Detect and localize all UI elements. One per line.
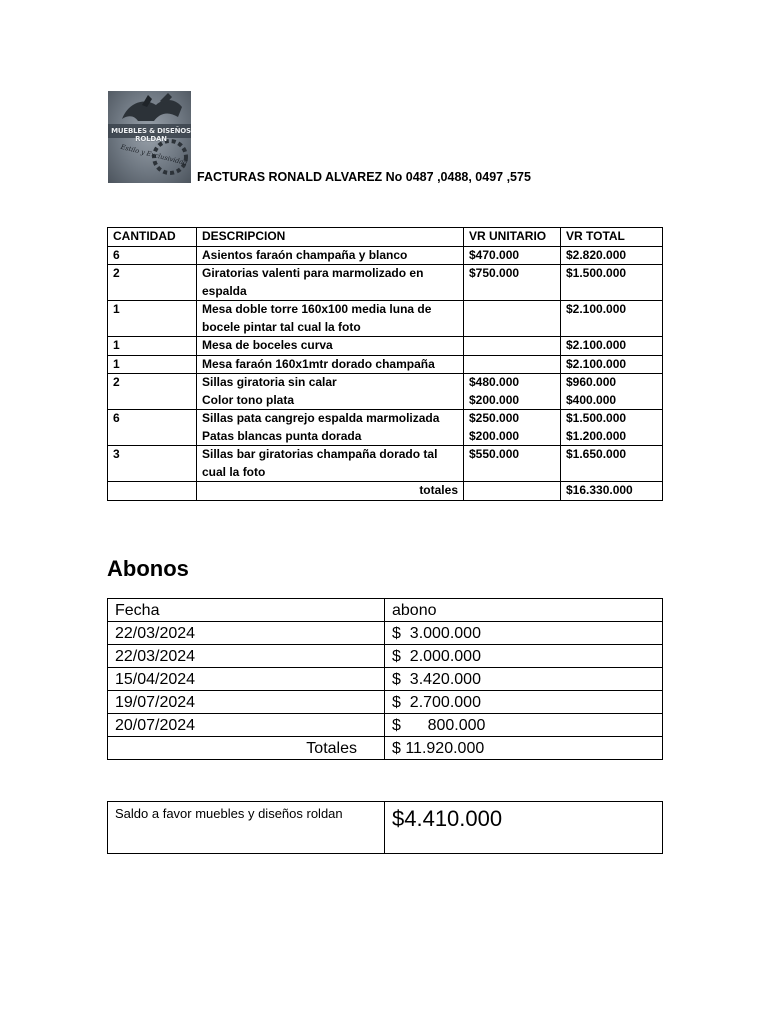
invoice-unit — [464, 337, 561, 356]
invoice-total-line: $2.100.000 — [566, 338, 627, 352]
abono-date: 15/04/2024 — [108, 668, 385, 691]
invoice-desc-line: Sillas pata cangrejo espalda marmolizada — [202, 411, 440, 425]
invoice-desc-line: Giratorias valenti para marmolizado en — [202, 266, 424, 280]
invoice-total-line: $2.100.000 — [566, 356, 627, 371]
invoice-totals-row — [108, 482, 663, 501]
invoice-total-line: $2.820.000 — [566, 247, 627, 262]
saldo-value: $4.410.000 — [385, 802, 663, 854]
invoice-desc-line: Color tono plata — [202, 392, 294, 407]
invoice-row — [108, 265, 663, 301]
abono-date: 22/03/2024 — [108, 622, 385, 645]
invoice-unit-line: $480.000 — [469, 375, 520, 389]
header-vr-total: VR TOTAL — [561, 228, 663, 247]
invoice-row — [108, 246, 663, 265]
invoice-unit-line: $470.000 — [469, 247, 520, 262]
invoice-unit-line: $550.000 — [469, 447, 520, 461]
invoice-desc-line: Sillas giratoria sin calar — [202, 375, 337, 389]
invoice-unit-line: $200.000 — [469, 428, 520, 443]
invoice-header-row — [108, 228, 663, 247]
saldo-label: Saldo a favor muebles y diseños roldan — [108, 802, 385, 854]
header-cantidad: CANTIDAD — [108, 228, 197, 247]
abono-date: 20/07/2024 — [108, 714, 385, 737]
abonos-header-row — [108, 599, 663, 622]
invoice-total-line: $400.000 — [566, 392, 617, 407]
invoice-row — [108, 355, 663, 374]
page-title: FACTURAS RONALD ALVAREZ No 0487 ,0488, 0497 ,575 — [197, 170, 531, 184]
invoice-total — [561, 355, 663, 374]
invoice-qty: 1 — [108, 301, 197, 337]
header-vr-unitario: VR UNITARIO — [464, 228, 561, 247]
invoice-qty: 3 — [108, 446, 197, 482]
invoice-desc-line: Mesa de boceles curva — [202, 338, 333, 352]
invoice-unit — [464, 355, 561, 374]
invoice-total — [561, 337, 663, 356]
abonos-total: $ 11.920.000 — [385, 737, 663, 760]
invoice-desc-line: espalda — [202, 283, 247, 298]
logo-slogan: Estilo y Exclusividad — [119, 142, 189, 168]
company-logo — [108, 91, 191, 183]
invoice-unit — [464, 374, 561, 410]
invoice-total — [561, 301, 663, 337]
abono-amount: $ 2.000.000 — [385, 645, 663, 668]
invoice-qty: 1 — [108, 355, 197, 374]
invoice-qty: 2 — [108, 265, 197, 301]
invoice-total-line: $1.650.000 — [566, 447, 627, 461]
invoice-row — [108, 446, 663, 482]
invoice-desc — [197, 301, 464, 337]
invoice-unit — [464, 301, 561, 337]
invoice-qty: 1 — [108, 337, 197, 356]
invoice-total — [561, 410, 663, 446]
abono-amount: $ 3.420.000 — [385, 668, 663, 691]
invoice-row — [108, 374, 663, 410]
header-fecha: Fecha — [108, 599, 385, 622]
invoice-desc — [197, 246, 464, 265]
abono-row — [108, 668, 663, 691]
invoice-total-line: $1.500.000 — [566, 411, 627, 425]
invoice-desc-line: Sillas bar giratorias champaña dorado tal — [202, 447, 438, 461]
invoice-row — [108, 337, 663, 356]
invoice-desc — [197, 374, 464, 410]
invoice-desc-line: cual la foto — [202, 464, 266, 479]
invoice-desc-line: Mesa doble torre 160x100 media luna de — [202, 302, 432, 316]
abonos-table — [107, 598, 663, 760]
abono-row — [108, 691, 663, 714]
invoice-unit — [464, 265, 561, 301]
invoice-unit-line: $250.000 — [469, 411, 520, 425]
saldo-row — [108, 802, 663, 854]
invoice-desc-line: Patas blancas punta dorada — [202, 428, 362, 443]
invoice-desc-line: bocele pintar tal cual la foto — [202, 319, 361, 334]
invoice-totals-empty — [464, 482, 561, 501]
invoice-totals-label: totales — [197, 482, 464, 501]
invoice-qty: 6 — [108, 246, 197, 265]
abono-row — [108, 622, 663, 645]
invoice-total — [561, 446, 663, 482]
invoice-unit-line: $200.000 — [469, 392, 520, 407]
invoice-qty: 2 — [108, 374, 197, 410]
logo-text: MUEBLES & DISEÑOS ROLDAN — [111, 127, 191, 143]
invoice-desc — [197, 265, 464, 301]
invoice-desc — [197, 355, 464, 374]
abono-row — [108, 645, 663, 668]
abono-amount: $ 2.700.000 — [385, 691, 663, 714]
invoice-unit — [464, 410, 561, 446]
invoice-unit — [464, 446, 561, 482]
invoice-total — [561, 246, 663, 265]
invoice-total-line: $2.100.000 — [566, 302, 627, 316]
abonos-heading: Abonos — [107, 556, 189, 581]
invoice-total — [561, 374, 663, 410]
invoice-table — [107, 227, 663, 501]
invoice-totals-empty — [108, 482, 197, 501]
abonos-totals-row — [108, 737, 663, 760]
abono-amount: $ 800.000 — [385, 714, 663, 737]
invoice-row — [108, 301, 663, 337]
invoice-total-line: $1.500.000 — [566, 266, 627, 280]
invoice-grand-total: $16.330.000 — [561, 482, 663, 501]
invoice-desc-line: Mesa faraón 160x1mtr dorado champaña — [202, 356, 435, 371]
invoice-desc — [197, 410, 464, 446]
invoice-desc — [197, 337, 464, 356]
header-descripcion: DESCRIPCION — [197, 228, 464, 247]
saldo-table — [107, 801, 663, 854]
abono-date: 22/03/2024 — [108, 645, 385, 668]
abono-amount: $ 3.000.000 — [385, 622, 663, 645]
header-abono: abono — [385, 599, 663, 622]
abono-row — [108, 714, 663, 737]
invoice-desc-line: Asientos faraón champaña y blanco — [202, 247, 408, 262]
abono-date: 19/07/2024 — [108, 691, 385, 714]
invoice-total-line: $960.000 — [566, 375, 617, 389]
invoice-desc — [197, 446, 464, 482]
invoice-total-line: $1.200.000 — [566, 428, 627, 443]
invoice-unit — [464, 246, 561, 265]
invoice-row — [108, 410, 663, 446]
invoice-unit-line: $750.000 — [469, 266, 520, 280]
abonos-totals-label: Totales — [108, 737, 385, 760]
invoice-total — [561, 265, 663, 301]
invoice-qty: 6 — [108, 410, 197, 446]
